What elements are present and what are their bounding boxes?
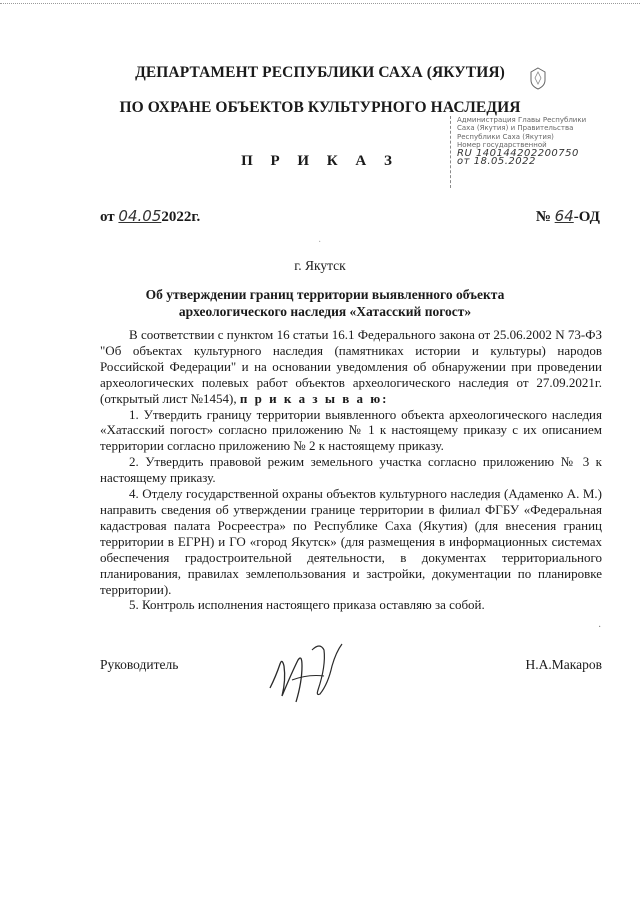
document-type: П Р И К А З (241, 153, 399, 169)
stamp-line: Администрация Главы Республики (457, 116, 587, 124)
date-prefix: от (100, 209, 115, 225)
stamp-reg-date: от 18.05.2022 (457, 156, 536, 168)
preamble-text: В соответствии с пунктом 16 статьи 16.1 Федерального закона от 25.06.2002 N 73-ФЗ "Об объектах культурного наследия (памятниках истории и культуры) народов Российской Федерации" и на основании уведомления об обнаружении при проведении археологических полевых работ объектов археологического наследия от 27.09.2021г. (открытый лист №1454), (100, 327, 602, 406)
order-number (536, 207, 600, 226)
signer-role: Руководитель (100, 657, 179, 672)
date-number-row (100, 207, 600, 226)
order-item-4: 4. Отделу государственной охраны объектов культурного наследия (Адаменко А. М.) направить сведения об утверждении границе территории в филиал ФГБУ «Федеральная кадастровая палата Росреестра» по Республике Саха (Якутия) (для внесения границ территории в ЕГРН) и ГО «город Якутск» (для размещения в информационных системах обеспечения градостроительной деятельности, в документах территориального планирования, правилах землепользования и застройки, документации по планировке территории). (100, 486, 602, 597)
registration-stamp (450, 116, 610, 188)
number-suffix: -ОД (573, 209, 600, 225)
date-handwritten: 04.05 (118, 207, 162, 225)
preamble-paragraph (100, 327, 602, 407)
number-handwritten: 64 (554, 207, 574, 225)
city: г. Якутск (294, 258, 346, 273)
handwritten-signature (262, 636, 352, 706)
stamp-reg-number: RU 140144202200750 (457, 147, 579, 159)
order-item-5: 5. Контроль исполнения настоящего приказа оставляю за собой. (129, 597, 485, 613)
stamp-line: Республики Саха (Якутия) (457, 132, 554, 141)
scan-edge-dots (0, 3, 640, 4)
stamp-line: Номер государственной (457, 141, 547, 150)
order-body (100, 327, 602, 613)
scan-mark: · (598, 622, 602, 633)
department-title-line1: ДЕПАРТАМЕНТ РЕСПУБЛИКИ САХА (ЯКУТИЯ) (135, 64, 505, 81)
department-title-line2: ПО ОХРАНЕ ОБЪЕКТОВ КУЛЬТУРНОГО НАСЛЕДИЯ (119, 99, 521, 116)
order-item-2: 2. Утвердить правовой режим земельного участка согласно приложению № 3 к настоящему приказу. (100, 454, 602, 486)
emblem-icon (528, 66, 548, 90)
scan-mark: · (318, 237, 322, 248)
orders-word: п р и к а з ы в а ю: (239, 390, 389, 406)
date-year: 2022г. (161, 209, 201, 225)
order-subject: Об утверждении границ территории выявленного объекта археологического наследия «Хатасский погост» (145, 287, 505, 319)
number-sign: № (535, 209, 551, 225)
stamp-line: Саха (Якутия) и Правительства (457, 124, 574, 133)
signer-name: Н.А.Макаров (525, 657, 602, 672)
order-item-1: 1. Утвердить границу территории выявленного объекта археологического наследия «Хатасский погост» согласно приложению № 1 к настоящему приказу с их описанием территории согласно приложению № 2 к настоящему приказу. (100, 406, 602, 454)
